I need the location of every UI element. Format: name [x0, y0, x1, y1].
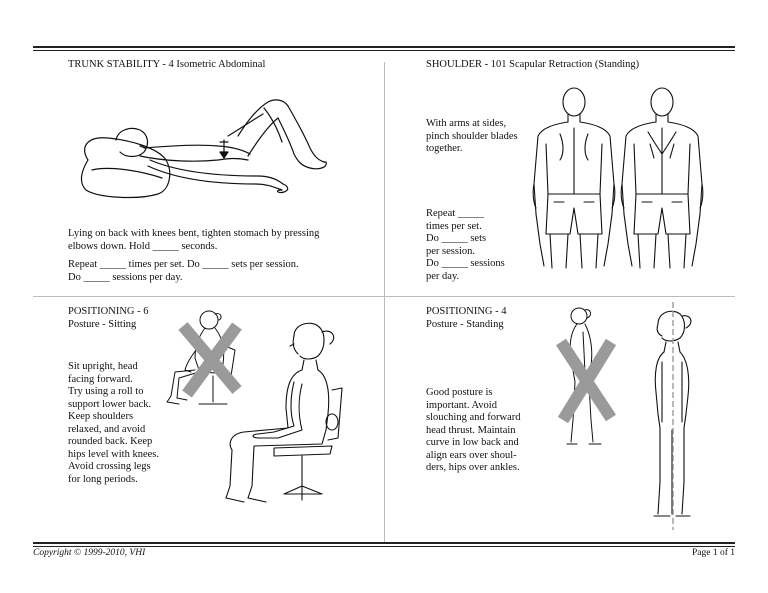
shoulder-repeat-line-1: Repeat _____ [426, 208, 485, 219]
bottom-rule-thick [33, 542, 735, 544]
sitting-title: POSITIONING - 6 [68, 306, 149, 317]
grid-horizontal-divider [33, 296, 735, 297]
standing-line-6: align ears over shoul- [426, 449, 517, 461]
trunk-line-2: elbows down. Hold _____ seconds. [68, 240, 218, 252]
bad-standing-figure-illustration [553, 302, 623, 452]
trunk-line-1: Lying on back with knees bent, tighten stomach by pressing [68, 228, 320, 239]
shoulder-repeat-line-2: times per set. [426, 220, 482, 232]
sitting-line-2: facing forward. [68, 373, 133, 385]
shoulder-line-1: With arms at sides, [426, 118, 507, 129]
standing-line-1: Good posture is [426, 387, 493, 398]
standing-line-7: ders, hips over ankles. [426, 462, 520, 473]
grid-vertical-divider [384, 62, 385, 542]
sitting-line-1: Sit upright, head [68, 361, 138, 372]
sitting-line-6: relaxed, and avoid [68, 423, 146, 435]
lying-figure-illustration [78, 90, 378, 220]
standing-line-3: slouching and forward [426, 412, 521, 423]
trunk-title: TRUNK STABILITY - 4 Isometric Abdominal [68, 59, 266, 70]
trunk-repeat [68, 259, 299, 284]
footer-copyright: Copyright © 1999-2010, VHI [33, 548, 146, 558]
trunk-repeat-line-2: Do _____ sessions per day. [68, 271, 183, 283]
shoulder-repeat-line-3: Do _____ sets [426, 233, 487, 244]
shoulder-repeat-line-5: Do _____ sessions [426, 258, 505, 269]
shoulder-instructions [426, 118, 518, 156]
trunk-instructions [68, 228, 319, 253]
standing-line-2: important. Avoid [426, 399, 497, 411]
shoulder-title: SHOULDER - 101 Scapular Retraction (Standing) [426, 59, 640, 70]
sitting-line-5: Keep shoulders [68, 411, 134, 422]
sitting-line-7: rounded back. Keep [68, 436, 153, 447]
sitting-line-8: hips level with knees. [68, 448, 159, 460]
shoulder-line-2: pinch shoulder blades [426, 130, 518, 142]
bottom-rule-thin [33, 546, 735, 547]
standing-line-4: head thrust. Maintain [426, 424, 516, 436]
shoulder-repeat-line-4: per session. [426, 245, 475, 257]
standing-line-5: curve in low back and [426, 437, 519, 448]
shoulder-repeat [426, 208, 505, 283]
sitting-line-4: support lower back. [68, 398, 152, 410]
shoulder-repeat-line-6: per day. [426, 270, 460, 282]
standing-subtitle: Posture - Standing [426, 319, 504, 330]
sitting-subtitle: Posture - Sitting [68, 319, 137, 330]
trunk-repeat-line-1: Repeat _____ times per set. Do _____ sets per session. [68, 259, 299, 270]
standing-title: POSITIONING - 4 [426, 306, 507, 317]
footer-page-number: Page 1 of 1 [691, 548, 735, 558]
sitting-line-9: Avoid crossing legs [68, 461, 151, 472]
shoulder-line-3: together. [426, 143, 463, 154]
sitting-instructions [68, 361, 159, 486]
back-view-figures-illustration [530, 84, 710, 274]
standing-instructions [426, 387, 520, 475]
good-sitting-figure-illustration [214, 318, 374, 518]
top-rule-thick [33, 46, 735, 48]
sitting-line-3: Try using a roll to [68, 386, 144, 397]
top-rule-thin [33, 50, 735, 51]
good-standing-figure-illustration [640, 302, 710, 532]
sitting-line-10: for long periods. [68, 473, 138, 485]
